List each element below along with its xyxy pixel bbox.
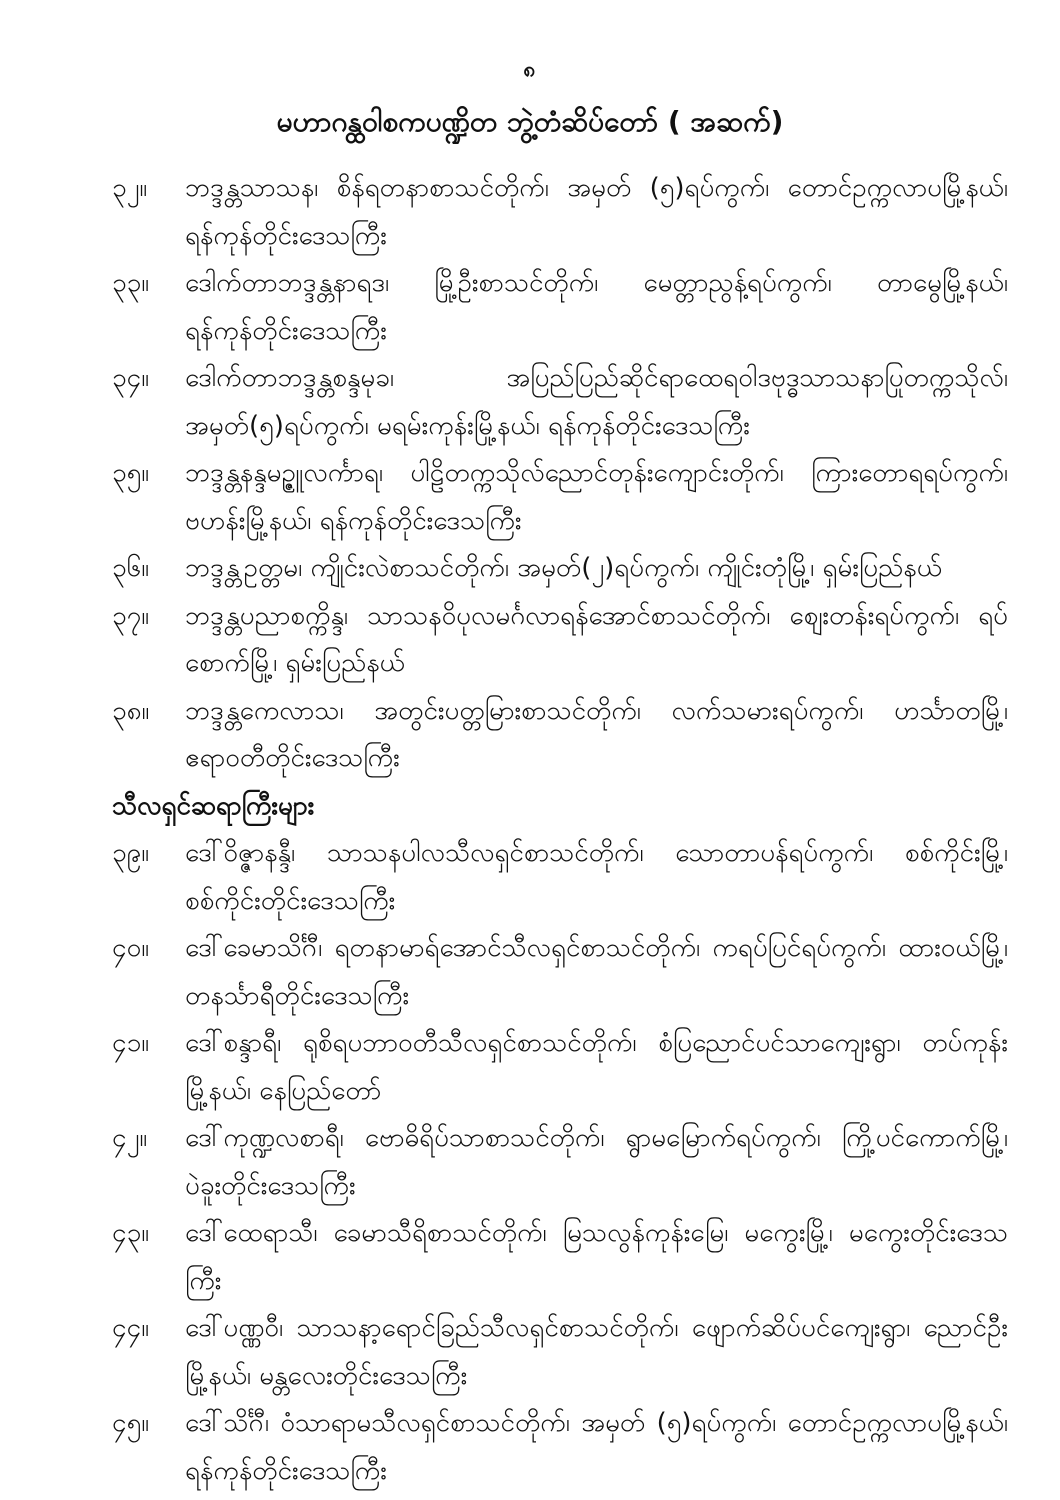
item-text: ဒေါ်ခေမာသိင်္ဂီ၊ ရတနာမာရ်အောင်သီလရှင်စာသင်တိုက်၊ ကရပ်ပြင်ရပ်ကွက်၊ ထားဝယ်မြို့၊ တနင်္သာရီတိုင်းဒေသကြီး [185, 933, 1008, 1011]
item-text: ဒေါ်ကုဏ္ဍလစာရီ၊ ဗောဓိရိပ်သာစာသင်တိုက်၊ ရွာမမြောက်ရပ်ကွက်၊ ကြို့ပင်ကောက်မြို့၊ ပဲခူးတိုင်းဒေသကြီး [185, 1123, 1008, 1201]
item-text: ဒေါ်ထေရာသီ၊ ခေမာသီရိစာသင်တိုက်၊ မြသလွန်ကုန်းမြေ၊ မကွေးမြို့၊ မကွေးတိုင်းဒေသကြီး [185, 1218, 1008, 1296]
item-text: ဘဒ္ဒန္တကေလာသ၊ အတွင်းပတ္တမြားစာသင်တိုက်၊ လက်သမားရပ်ကွက်၊ ဟင်္သာတမြို့၊ ဧရာဝတီတိုင်းဒေသကြီး [185, 695, 1008, 773]
list-item [112, 165, 1008, 260]
item-text: ဘဒ္ဒန္တပညာစက္ကိန္ဒ၊ သာသနဝိပုလမင်္ဂလာရန်အောင်စာသင်တိုက်၊ စျေးတန်းရပ်ကွက်၊ ရပ်စောက်မြို့၊ ရှမ်းပြည်နယ် [185, 600, 1008, 678]
list-item [112, 925, 1008, 1020]
list-item [112, 593, 1008, 688]
item-text: ဘဒ္ဒန္တနန္ဒမဉ္ဇူလင်္ကာရ၊ ပါဠိတက္ကသိုလ်ညောင်တုန်းကျောင်းတိုက်၊ ကြားတောရရပ်ကွက်၊ ဗဟန်းမြို့နယ်၊ ရန်ကုန်တိုင်းဒေသကြီး [185, 458, 1008, 536]
item-number: ၃၈။ [112, 695, 150, 726]
list-item [112, 830, 1008, 925]
item-text: ဒေါ်ဝိဇ္ဇာနန္ဒီ၊ သာသနပါလသီလရှင်စာသင်တိုက်၊ သောတာပန်ရပ်ကွက်၊ စစ်ကိုင်းမြို့၊ စစ်ကိုင်းတိုင်းဒေသကြီး [185, 838, 1008, 916]
page-number: ၈ [523, 57, 537, 81]
list-item [112, 1400, 1008, 1495]
item-number: ၃၉။ [112, 838, 150, 868]
list-item [112, 688, 1008, 783]
list-item [112, 1305, 1008, 1400]
list-item [112, 450, 1008, 545]
page-title: မဟာဂန္ထဝါစကပဏ္ဍိတ ဘွဲ့တံဆိပ်တော် ( အဆက်) [276, 105, 784, 138]
item-number: ၄၀။ [112, 933, 150, 963]
list-item [112, 260, 1008, 355]
item-number: ၄၃။ [112, 1218, 150, 1248]
item-text: ဒေါက်တာဘဒ္ဒန္တနာရဒ၊ မြို့ဦးစာသင်တိုက်၊ မေတ္တာညွန့်ရပ်ကွက်၊ တာမွေမြို့နယ်၊ ရန်ကုန်တိုင်းဒေသကြီး [185, 268, 1008, 346]
item-number: ၄၁။ [112, 1028, 150, 1058]
list-item [112, 545, 1008, 593]
item-text: ဘဒ္ဒန္တဥတ္တမ၊ ကျိုင်းလဲစာသင်တိုက်၊ အမှတ်(၂)ရပ်ကွက်၊ ကျိုင်းတုံမြို့၊ ရှမ်းပြည်နယ် [185, 553, 942, 583]
item-text: ဘဒ္ဒန္တသာသန၊ စိန်ရတနာစာသင်တိုက်၊ အမှတ် (၅)ရပ်ကွက်၊ တောင်ဥက္ကလာပမြို့နယ်၊ ရန်ကုန်တိုင်းဒေသကြီး [185, 173, 1008, 251]
document-body [112, 165, 1008, 1495]
item-number: ၃၂။ [112, 173, 148, 203]
item-text: ဒေါက်တာဘဒ္ဒန္တစန္ဒမုခ၊ အပြည်ပြည်ဆိုင်ရာထေရဝါဒဗုဒ္ဓသာသနာပြုတက္ကသိုလ်၊ အမှတ်(၅)ရပ်ကွက်၊ မရမ်းကုန်းမြို့နယ်၊ ရန်ကုန်တိုင်းဒေသကြီး [185, 363, 1008, 441]
item-text: ဒေါ်ပဏ္ဏဝီ၊ သာသနာ့ရောင်ခြည်သီလရှင်စာသင်တိုက်၊ ဖျောက်ဆိပ်ပင်ကျေးရွာ၊ ညောင်ဦးမြို့နယ်၊ မန္တလေးတိုင်းဒေသကြီး [185, 1313, 1008, 1391]
item-text: ဒေါ်စန္ဒာရီ၊ ရုစိရပဘာဝတီသီလရှင်စာသင်တိုက်၊ စံပြညောင်ပင်သာကျေးရွာ၊ တပ်ကုန်းမြို့နယ်၊ နေပြည်တော် [185, 1028, 1008, 1106]
list-item [112, 355, 1008, 450]
item-number: ၃၆။ [112, 553, 150, 583]
list-item [112, 1115, 1008, 1210]
item-number: ၄၅။ [112, 1408, 150, 1438]
item-number: ၃၅။ [112, 458, 150, 488]
item-number: ၄၄။ [112, 1313, 150, 1343]
item-number: ၃၄။ [112, 363, 150, 393]
item-number: ၃၇။ [112, 600, 150, 631]
item-number: ၃၃။ [112, 268, 150, 298]
list-item [112, 1210, 1008, 1305]
item-number: ၄၂။ [112, 1123, 148, 1153]
section-header: သီလရှင်ဆရာကြီးများ [112, 790, 315, 821]
item-text: ဒေါ်သိင်္ဂီ၊ ဝံသာရာမသီလရှင်စာသင်တိုက်၊ အမှတ် (၅)ရပ်ကွက်၊ တောင်ဥက္ကလာပမြို့နယ်၊ ရန်ကုန်တိုင်းဒေသကြီး [185, 1408, 1008, 1486]
list-item [112, 1020, 1008, 1115]
